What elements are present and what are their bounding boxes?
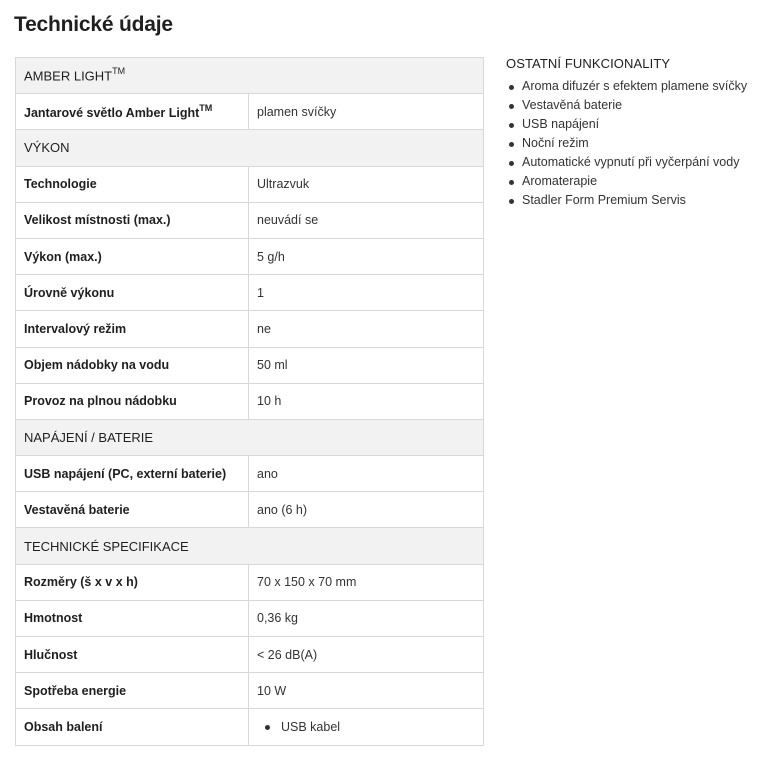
spec-value: 70 x 150 x 70 mm (249, 564, 484, 600)
spec-label (16, 709, 249, 745)
table-row (16, 564, 484, 600)
spec-value: 10 W (249, 673, 484, 709)
table-row (16, 709, 484, 745)
trademark-mark: TM (199, 102, 213, 113)
spec-value: 5 g/h (249, 238, 484, 274)
spec-label (16, 456, 249, 492)
spec-value: 10 h (249, 383, 484, 419)
spec-label (16, 383, 249, 419)
section-heading-text: VÝKON (24, 140, 70, 156)
feature-item: Aromaterapie (506, 172, 756, 191)
list-item: USB kabel (265, 720, 475, 734)
feature-item: Automatické vypnutí při vyčerpání vody (506, 153, 756, 172)
spec-label-text: Vestavěná baterie (24, 502, 130, 517)
spec-label (16, 347, 249, 383)
spec-label-text: Výkon (max.) (24, 249, 102, 264)
section-heading (16, 130, 484, 166)
spec-label (16, 202, 249, 238)
table-row (16, 238, 484, 274)
spec-value: ne (249, 311, 484, 347)
spec-value (249, 709, 484, 745)
spec-value: Ultrazvuk (249, 166, 484, 202)
spec-label (16, 238, 249, 274)
package-contents-list (257, 720, 475, 734)
spec-label (16, 311, 249, 347)
spec-value: 50 ml (249, 347, 484, 383)
section-heading (16, 419, 484, 455)
features-list (506, 77, 756, 210)
table-row (16, 94, 484, 130)
section-heading (16, 528, 484, 564)
spec-label-text: Spotřeba energie (24, 683, 127, 698)
spec-label-text: Objem nádobky na vodu (24, 358, 170, 373)
spec-label-text: Hlučnost (24, 647, 78, 662)
spec-value: ano (6 h) (249, 492, 484, 528)
section-heading-text: AMBER LIGHT (24, 68, 113, 84)
feature-item: Vestavěná baterie (506, 96, 756, 115)
spec-label (16, 275, 249, 311)
spec-label-text: Intervalový režim (24, 321, 127, 336)
spec-value: 0,36 kg (249, 600, 484, 636)
table-row (16, 275, 484, 311)
page-title: Technické údaje (14, 13, 173, 36)
features-title: OSTATNÍ FUNKCIONALITY (506, 56, 671, 71)
section-header-row (16, 58, 484, 94)
spec-value: 1 (249, 275, 484, 311)
table-row (16, 311, 484, 347)
features-panel (506, 56, 756, 210)
table-row (16, 347, 484, 383)
spec-label-text: Provoz na plnou nádobku (24, 394, 177, 409)
section-header-row (16, 130, 484, 166)
spec-label-text: USB napájení (PC, externí baterie) (24, 466, 227, 481)
section-heading (16, 58, 484, 94)
table-row (16, 456, 484, 492)
spec-value: neuvádí se (249, 202, 484, 238)
table-row (16, 673, 484, 709)
spec-label-text: Obsah balení (24, 719, 103, 734)
spec-label-text: Velikost místnosti (max.) (24, 213, 171, 228)
table-row (16, 492, 484, 528)
table-row (16, 637, 484, 673)
spec-table (15, 57, 484, 746)
spec-label-text: Rozměry (š x v x h) (24, 575, 138, 590)
feature-item: Stadler Form Premium Servis (506, 191, 756, 210)
spec-value: ano (249, 456, 484, 492)
spec-label (16, 94, 249, 130)
table-row (16, 166, 484, 202)
spec-value: plamen svíčky (249, 94, 484, 130)
trademark-mark: TM (112, 66, 126, 77)
spec-label-text: Hmotnost (24, 611, 83, 626)
spec-label (16, 492, 249, 528)
feature-item: USB napájení (506, 115, 756, 134)
section-heading-text: NAPÁJENÍ / BATERIE (24, 429, 154, 445)
spec-label (16, 600, 249, 636)
spec-label-text: Úrovně výkonu (24, 285, 115, 300)
feature-item: Aroma difuzér s efektem plamene svíčky (506, 77, 756, 96)
section-header-row (16, 419, 484, 455)
spec-label (16, 564, 249, 600)
spec-value: < 26 dB(A) (249, 637, 484, 673)
spec-label (16, 166, 249, 202)
section-heading-text: TECHNICKÉ SPECIFIKACE (24, 538, 189, 554)
spec-label (16, 637, 249, 673)
table-row (16, 383, 484, 419)
feature-item: Noční režim (506, 134, 756, 153)
table-row (16, 202, 484, 238)
section-header-row (16, 528, 484, 564)
spec-label-text: Jantarové světlo Amber Light (24, 105, 200, 120)
table-row (16, 600, 484, 636)
spec-label (16, 673, 249, 709)
spec-label-text: Technologie (24, 177, 97, 192)
